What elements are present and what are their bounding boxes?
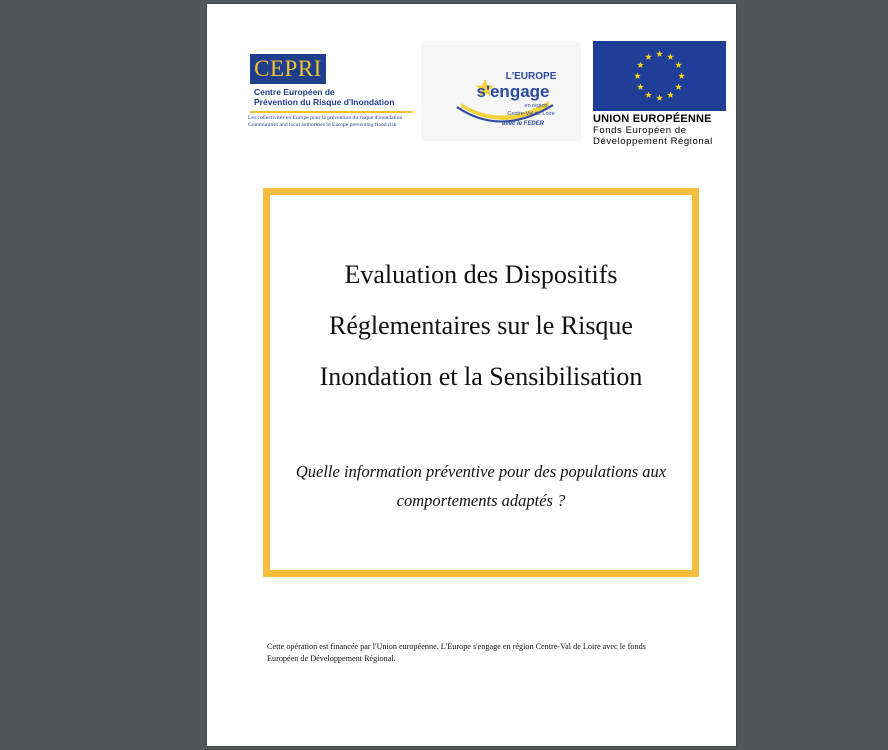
eu-star-icon bbox=[634, 72, 641, 79]
cepri-logo bbox=[250, 54, 420, 144]
title-line-1: Evaluation des Dispositifs bbox=[344, 260, 618, 289]
cepri-fullname bbox=[254, 87, 424, 107]
eu-star-icon bbox=[678, 72, 685, 79]
engage-line1: L'EUROPE bbox=[505, 71, 557, 82]
engage-line5: avec le FEDER bbox=[501, 121, 545, 127]
funding-note-line1: Cette opération est financée par l'Union européenne. L'Europe s'engage en région Centre-Val de Loire avec le fonds bbox=[267, 642, 646, 651]
funding-note bbox=[267, 641, 697, 665]
title-line-3: Inondation et la Sensibilisation bbox=[319, 362, 643, 391]
cepri-acronym: CEPRI bbox=[250, 54, 326, 84]
engage-line3: en région bbox=[524, 103, 548, 109]
cepri-tagline-en: Communities and local authorities in Europe preventing flood risk bbox=[248, 122, 397, 128]
eu-star-icon bbox=[656, 94, 663, 101]
cepri-name-line2: Prévention du Risque d'Inondation bbox=[254, 97, 395, 107]
europe-engage-graphic bbox=[421, 41, 581, 141]
cepri-divider bbox=[250, 111, 413, 113]
eu-star-icon bbox=[656, 50, 663, 57]
eu-star-icon bbox=[637, 61, 644, 68]
eu-star-icon bbox=[667, 91, 674, 98]
eu-stars-icon bbox=[593, 41, 726, 111]
document-page bbox=[207, 4, 736, 746]
europe-engage-logo bbox=[421, 41, 581, 141]
eu-star-icon bbox=[667, 53, 674, 60]
subtitle-line-1: Quelle information préventive pour des populations aux bbox=[295, 462, 667, 481]
cepri-tagline-fr: Les collectivités en Europe pour la prévention du risque d'inondation bbox=[248, 115, 403, 121]
title-line-2: Réglementaires sur le Risque bbox=[329, 311, 633, 340]
subtitle-line-2: comportements adaptés ? bbox=[396, 491, 566, 510]
eu-star-icon bbox=[637, 83, 644, 90]
engage-line4: Centre-Val de Loire bbox=[507, 111, 555, 117]
eu-subtitle-line1: Fonds Européen de bbox=[593, 125, 687, 136]
cepri-name-line1: Centre Européen de bbox=[254, 87, 335, 97]
eu-star-icon bbox=[645, 91, 652, 98]
eu-star-icon bbox=[645, 53, 652, 60]
eu-subtitle bbox=[593, 125, 726, 147]
eu-star-icon bbox=[675, 83, 682, 90]
title-frame bbox=[263, 188, 699, 577]
eu-logo bbox=[593, 41, 726, 151]
engage-line2: s'engage bbox=[476, 82, 550, 101]
eu-flag bbox=[593, 41, 726, 111]
document-subtitle bbox=[270, 457, 692, 515]
eu-title: UNION EUROPÉENNE bbox=[593, 113, 712, 125]
eu-subtitle-line2: Développement Régional bbox=[593, 136, 713, 147]
eu-star-icon bbox=[675, 61, 682, 68]
cepri-tagline bbox=[248, 115, 433, 129]
document-title bbox=[270, 249, 692, 402]
funding-note-line2: Européen de Développement Régional. bbox=[267, 654, 396, 663]
